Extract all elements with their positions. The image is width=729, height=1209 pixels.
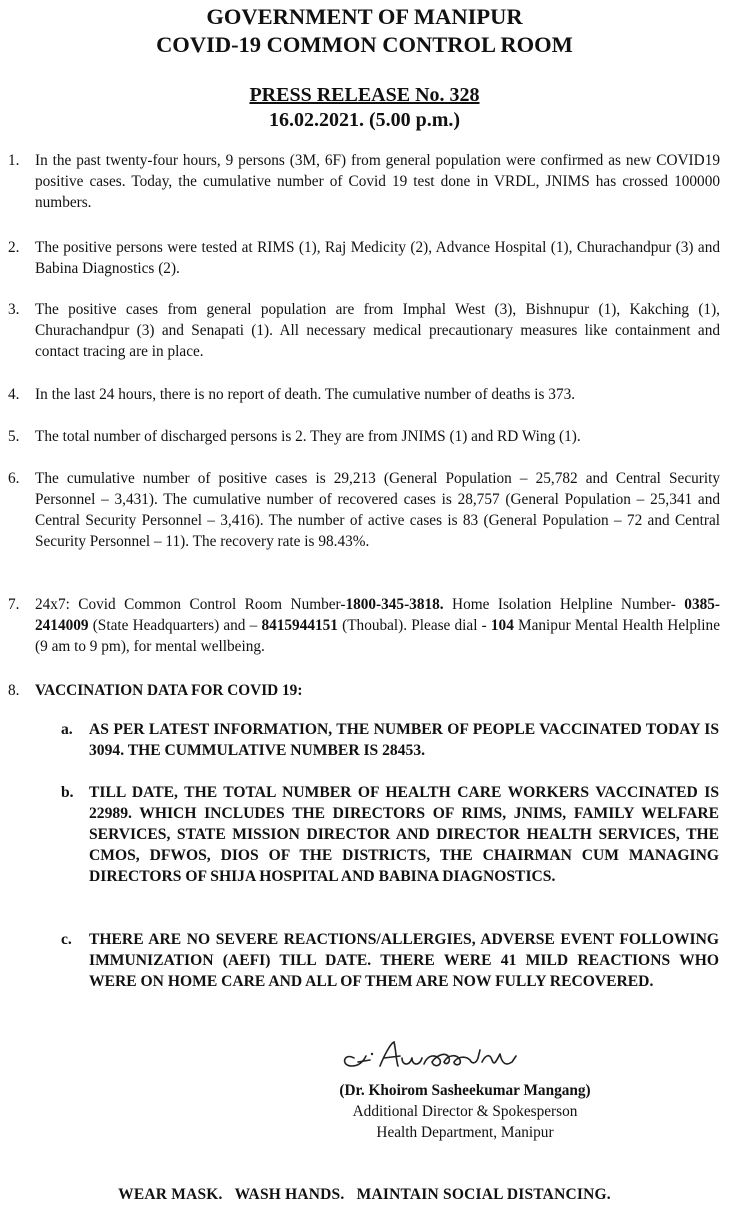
handwritten-signature-icon: [336, 1036, 566, 1076]
helpline-text: Manipur Mental Health Helpline (9 am to 9 pm), for mental wellbeing.: [35, 617, 720, 655]
government-title: GOVERNMENT OF MANIPUR: [206, 4, 523, 29]
press-release-number: PRESS RELEASE No. 328: [249, 84, 480, 106]
item-text: The cumulative number of positive cases is 29,213 (General Population – 25,782 and Central Security Personnel – 3,431). The cumulative number of recovered cases is 28,757 (General Population – 25,341 and Central Security Personnel – 3,416). The number of active cases is 83 (General Population – 72 and Central Security Personnel – 11). The recovery rate is 98.43%.: [35, 470, 720, 550]
control-room-number: 1800-345-3818.: [345, 596, 444, 613]
vaccination-item-c: [61, 929, 719, 992]
item-number: 3.: [8, 301, 20, 318]
item-letter: a.: [61, 721, 73, 738]
item-text: TILL DATE, THE TOTAL NUMBER OF HEALTH CARE WORKERS VACCINATED IS 22989. WHICH INCLUDES THE DIRECTORS OF RIMS, JNIMS, FAMILY WELFARE SERVICES, STATE MISSION DIRECTOR AND DIRECTOR HEALTH SERVICES, THE CMOS, DFWOS, DIOS OF THE DISTRICTS, THE CHAIRMAN CUM MANAGING DIRECTORS OF SHIJA HOSPITAL AND BABINA DIAGNOSTICS.: [89, 784, 719, 885]
signatory-name: (Dr. Khoirom Sasheekumar Mangang): [339, 1082, 591, 1099]
item-number: 6.: [8, 470, 20, 487]
list-item-3: [8, 299, 720, 362]
item-number: 5.: [8, 428, 20, 445]
list-item-7: [8, 594, 720, 657]
item-text: AS PER LATEST INFORMATION, THE NUMBER OF PEOPLE VACCINATED TODAY IS 3094. THE CUMMULATIVE NUMBER IS 28453.: [89, 721, 719, 759]
helpline-text: 24x7: Covid Common Control Room Number-: [35, 596, 346, 613]
item-text: THERE ARE NO SEVERE REACTIONS/ALLERGIES, ADVERSE EVENT FOLLOWING IMMUNIZATION (AEFI) TILL DATE. THERE WERE 41 MILD REACTIONS WHO WERE ON HOME CARE AND ALL OF THEM ARE NOW FULLY RECOVERED.: [89, 931, 719, 990]
list-item-1: [8, 150, 720, 213]
item-text: [35, 594, 720, 657]
item-number: 4.: [8, 386, 20, 403]
list-item-8: [8, 680, 720, 701]
item-text: The total number of discharged persons is 2. They are from JNIMS (1) and RD Wing (1).: [35, 428, 581, 445]
vaccination-heading: VACCINATION DATA FOR COVID 19:: [35, 682, 303, 699]
signatory-department: Health Department, Manipur: [376, 1124, 554, 1141]
footer-text: WEAR MASK. WASH HANDS. MAINTAIN SOCIAL DISTANCING.: [118, 1186, 611, 1203]
item-number: 1.: [8, 152, 20, 169]
list-item-4: [8, 384, 720, 405]
item-letter: c.: [61, 931, 72, 948]
item-number: 2.: [8, 239, 20, 256]
signatory-block: [300, 1080, 630, 1143]
control-room-title: COVID-19 COMMON CONTROL ROOM: [156, 32, 573, 57]
footer-slogan: [0, 1186, 729, 1204]
list-item-6: [8, 468, 720, 552]
helpline-text: (State Headquarters) and –: [88, 617, 262, 634]
state-hq-number: 0385-2414009: [35, 596, 720, 634]
item-text: In the last 24 hours, there is no report of death. The cumulative number of deaths is 373.: [35, 386, 576, 403]
item-number: 7.: [8, 596, 20, 613]
item-text: In the past twenty-four hours, 9 persons (3M, 6F) from general population were confirmed as new COVID19 positive cases. Today, the cumulative number of Covid 19 test done in VRDL, JNIMS has crossed 100000 numbers.: [35, 152, 720, 211]
vaccination-item-a: [61, 719, 719, 761]
item-number: 8.: [8, 682, 20, 699]
item-letter: b.: [61, 784, 74, 801]
press-release-date: 16.02.2021. (5.00 p.m.): [268, 109, 461, 131]
list-item-5: [8, 426, 720, 447]
item-text: The positive cases from general population are from Imphal West (3), Bishnupur (1), Kakching (1), Churachandpur (3) and Senapati (1). All necessary medical precautionary measures like containment and contact tracing are in place.: [35, 301, 720, 360]
item-text: The positive persons were tested at RIMS (1), Raj Medicity (2), Advance Hospital (1), Churachandpur (3) and Babina Diagnostics (2).: [35, 239, 720, 277]
helpline-text: Home Isolation Helpline Number-: [443, 596, 685, 613]
list-item-2: [8, 237, 720, 279]
mental-health-number: 104: [490, 617, 514, 634]
thoubal-number: 8415944151: [261, 617, 338, 634]
signatory-designation: Additional Director & Spokesperson: [352, 1103, 578, 1120]
helpline-text: (Thoubal). Please dial -: [337, 617, 491, 634]
vaccination-item-b: [61, 782, 719, 887]
